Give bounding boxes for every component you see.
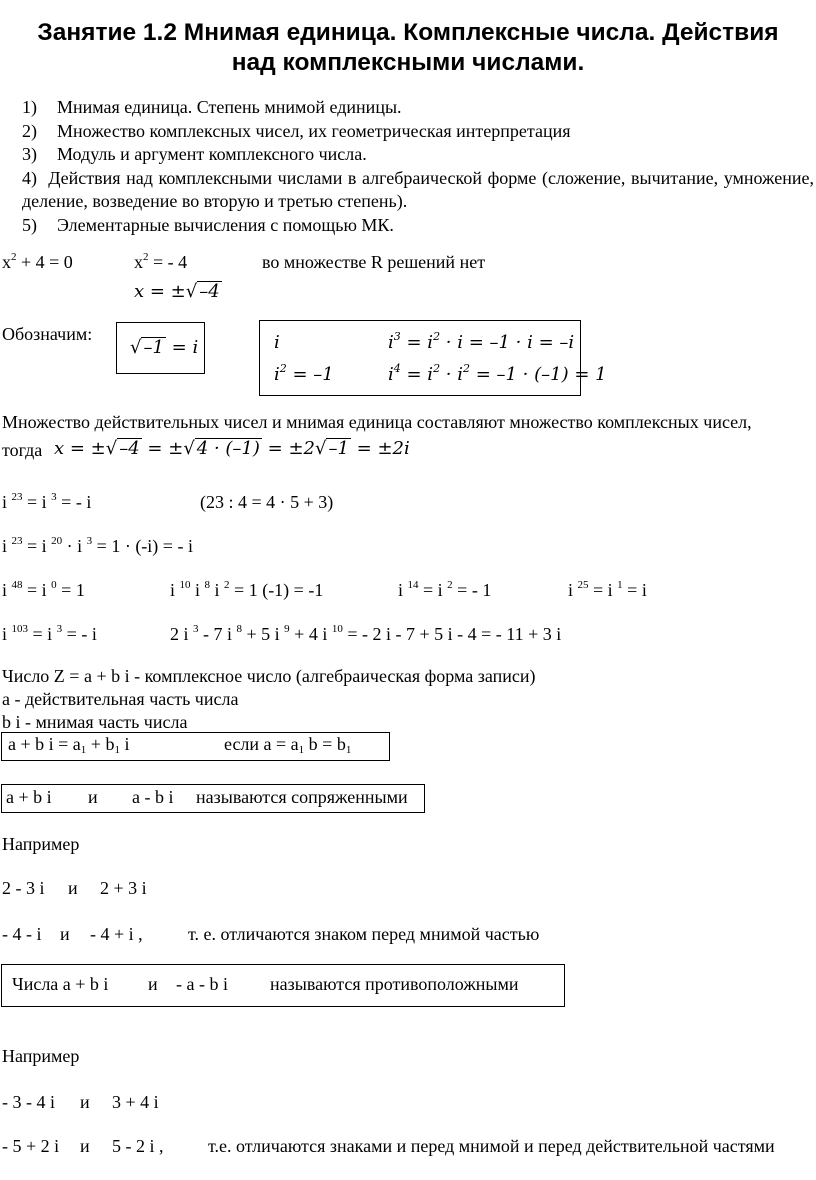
example-2-line-2d: т.е. отличаются знаками и перед мнимой и перед действительной частями <box>208 1136 775 1156</box>
equality-condition: если $a = a_1$ $b = b_1$ <box>224 734 352 756</box>
table-cell-i4: $i^4 = i^2 \cdot i^2 = -1 \cdot (-1) = 1$ <box>388 362 607 385</box>
power-row-4b: 2 i $^3$ - 7 i $^8$ + 5 i $^9$ + 4 i $^{10}$ = - 2 i - 7 + 5 i - 4 = - 11 + 3 i <box>170 623 562 644</box>
example-2-line-1a: - 3 - 4 i <box>2 1092 55 1112</box>
equality-text: a + b $i = a_1 + b_1$ i <box>8 734 130 756</box>
conjugate-label: называются сопряженными <box>196 787 408 807</box>
example-2-line-1b: и <box>80 1092 90 1112</box>
list-item: 1) Мнимая единица. Степень мнимой единицы. <box>22 97 402 117</box>
complex-set-text: Множество действительных чисел и мнимая единица составляют множество комплексных чисел, <box>2 412 752 432</box>
list-item: 3) Модуль и аргумент комплексного числа. <box>22 144 367 164</box>
complex-set-then: тогда <box>2 440 43 460</box>
opposite-a: Числа a + b i <box>12 974 109 994</box>
example-2-line-2c: 5 - 2 i , <box>112 1136 164 1156</box>
example-1-line-1a: 2 - 3 i <box>2 878 45 898</box>
power-row-2: i $^{23}$ = i $^{20}$ · i $^3$ = 1 · (-i) = - i <box>2 535 193 556</box>
list-item: 2) Множество комплексных чисел, их геометрическая интерпретация <box>22 120 571 141</box>
equation-1: $x^2 + 4 = 0$ <box>2 251 73 272</box>
conjugate-b: a - b i <box>132 787 174 807</box>
conjugate-and: и <box>88 787 98 807</box>
example-1-line-1c: 2 + 3 i <box>100 878 147 898</box>
conjugate-a: a + b i <box>6 787 52 807</box>
definition-line-3: b i - мнимая часть числа <box>2 712 188 732</box>
title-line-1: Занятие 1.2 Мнимая единица. Комплексные числа. Действия <box>37 19 779 46</box>
example-2-line-2b: и <box>80 1136 90 1156</box>
power-row-1: i $^{23}$ = i $^3$ = - i <box>2 491 92 512</box>
example-2-label: Например <box>2 1046 80 1066</box>
list-item: 4) Действия над комплексными числами в алгебраической форме (сложение, вычитание, умножение, деление, возведение во вторую и третью степень). <box>22 167 814 211</box>
no-solution-text: во множестве R решений нет <box>262 252 486 272</box>
power-row-3b: i $^{10}$ i $^8$ i $^2$ = 1 (-1) = -1 <box>170 579 324 600</box>
power-row-3d: i $^{25}$ = i $^1$ = i <box>568 579 647 600</box>
opposite-and: и <box>148 974 158 994</box>
complex-set-formula: x = ±√ –4 = ±√ 4 · (–1) = ±2√ –1 = ±2i <box>54 438 410 459</box>
opposite-label: называются противоположными <box>270 974 519 994</box>
example-1-line-2c: - 4 + i , <box>90 924 143 944</box>
topics-list <box>22 96 814 237</box>
title-line-2: над комплексными числами. <box>231 49 585 76</box>
example-2-line-1c: 3 + 4 i <box>112 1092 159 1112</box>
power-row-4a: i $^{103}$ = i $^3$ = - i <box>2 623 97 644</box>
table-cell-i2: $i^2 = -1$ <box>274 362 334 385</box>
example-1-line-2b: и <box>60 924 70 944</box>
equation-3: x = ±√ –4 <box>134 281 220 302</box>
example-2-line-2a: - 5 + 2 i <box>2 1136 60 1156</box>
notation-label: Обозначим: <box>2 324 93 344</box>
table-cell-i3: $i^3 = i^2 \cdot i = -1 \cdot i = -i$ <box>388 330 575 353</box>
example-1-line-2d: т. е. отличаются знаком перед мнимой частью <box>188 924 540 944</box>
definition-line-1: Число Z = a + b i - комплексное число (алгебраическая форма записи) <box>2 666 536 686</box>
page-title <box>0 18 816 78</box>
power-row-1-note: (23 : 4 = 4 · 5 + 3) <box>200 492 334 512</box>
example-1-line-2a: - 4 - i <box>2 924 42 944</box>
power-row-3a: i $^{48}$ = i $^0$ = 1 <box>2 579 85 600</box>
opposite-b: - a - b i <box>176 974 228 994</box>
list-item: 5) Элементарные вычисления с помощью МК. <box>22 214 394 235</box>
power-row-3c: i $^{14}$ = i $^2$ = - 1 <box>398 579 492 600</box>
example-1-label: Например <box>2 834 80 854</box>
imaginary-unit-definition: √ –1 = i <box>130 337 199 358</box>
example-1-line-1b: и <box>68 878 78 898</box>
table-cell-i: i <box>274 332 280 353</box>
definition-line-2: a - действительная часть числа <box>2 689 239 709</box>
equation-2: $x^2$ = - 4 <box>134 251 188 272</box>
